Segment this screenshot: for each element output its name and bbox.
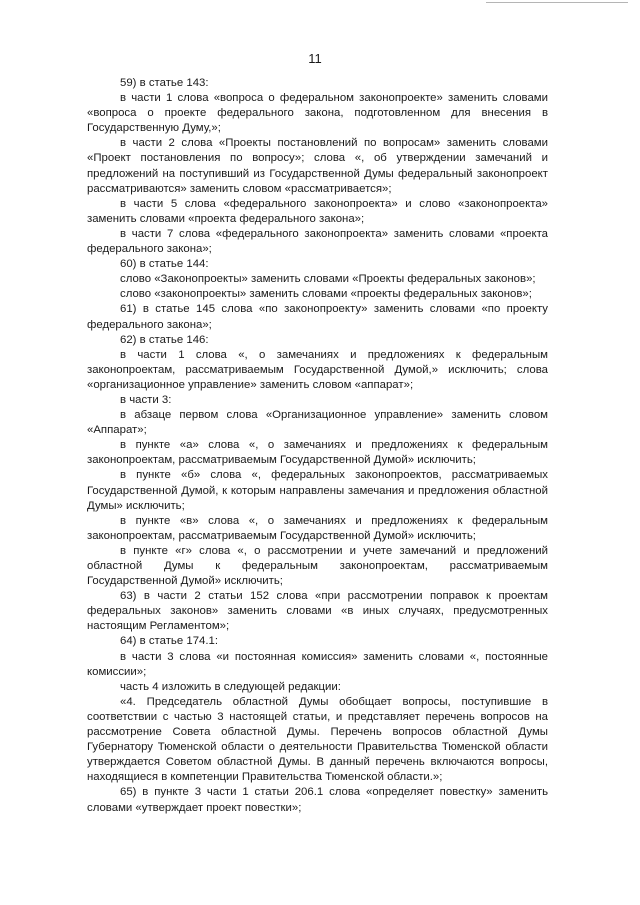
paragraph: в части 1 слова «вопроса о федеральном законопроекте» заменить словами «вопроса о проекте федерального закона, подготовленном для внесения в Государственную Думу,»; [87, 92, 548, 135]
paragraph: в пункте «г» слова «, о рассмотрении и учете замечаний и предложений областной Думы к федеральным законопроектам, рассматриваемым Государственной Думой» исключить; [87, 544, 548, 588]
paragraph: в части 2 слова «Проекты постановлений по вопросам» заменить словами «Проект постановления по вопросу»; слова «, об утверждении замечаний и предложений на поступивший из Государственной Думы федеральный законопроект рассматриваются» заменить словом «рассматривается»; [87, 137, 548, 195]
paragraph: в абзаце первом слова «Организационное управление» заменить словом «Аппарат»; [87, 409, 548, 437]
paragraph: в части 5 слова «федерального законопроекта» и слово «законопроекта» заменить словами «проекта федерального закона»; [87, 197, 548, 225]
paragraph: 63) в части 2 статьи 152 слова «при рассмотрении поправок к проектам федеральных законов» заменить словами «в иных случаях, предусмотренных настоящим Регламентом»; [87, 590, 548, 633]
paragraph: «4. Председатель областной Думы обобщает вопросы, поступившие в соответствии с частью 3 настоящей статьи, и представляет перечень вопросов на рассмотрение Совета областной Думы. Перечень вопросов областной Думы Губернатору Тюменской области о деятельности Правительства Тюменской области утверждается Советом областной Думы. В данный перечень включаются вопросы, находящиеся в компетенции Правительства Тюменской области.»; [87, 695, 548, 784]
paragraph: слово «Законопроекты» заменить словами «Проекты федеральных законов»; [120, 273, 536, 286]
paragraph: в пункте «б» слова «, федеральных законопроектов, рассматриваемых Государственной Думой, к которым направлены замечания и предложения областной Думы» исключить; [87, 469, 548, 512]
paragraph: 64) в статье 174.1: [120, 635, 219, 648]
paragraph: часть 4 изложить в следующей редакции: [120, 680, 341, 693]
page-number: 11 [308, 51, 322, 66]
paragraph: в части 1 слова «, о замечаниях и предложениях к федеральным законопроектам, рассматриваемым Государственной Думой,» исключить; слова «организационное управление» заменить словом «аппарат»; [87, 348, 548, 391]
paragraph: 60) в статье 144: [120, 258, 209, 271]
scan-edge-line [486, 2, 628, 3]
paragraph: в части 3 слова «и постоянная комиссия» заменить словами «, постоянные комиссии»; [87, 650, 548, 678]
paragraph: в пункте «а» слова «, о замечаниях и предложениях к федеральным законопроектам, рассматриваемым Государственной Думой» исключить; [87, 439, 548, 467]
paragraph: слово «законопроекты» заменить словами «проекты федеральных законов»; [120, 288, 532, 301]
paragraph: в части 7 слова «федерального законопроекта» заменить словами «проекта федерального закона»; [87, 227, 548, 256]
paragraph: в части 3: [120, 393, 172, 406]
paragraph: 65) в пункте 3 части 1 статьи 206.1 слова «определяет повестку» заменить словами «утверждает проект повестки»; [87, 786, 548, 814]
paragraph: 62) в статье 146: [120, 333, 209, 346]
paragraph: 61) в статье 145 слова «по законопроекту» заменить словами «по проекту федерального закона»; [87, 303, 548, 331]
paragraph: в пункте «в» слова «, о замечаниях и предложениях к федеральным законопроектам, рассматриваемым Государственной Думой» исключить; [87, 514, 548, 542]
paragraph: 59) в статье 143: [120, 77, 209, 89]
document-body [87, 76, 548, 816]
